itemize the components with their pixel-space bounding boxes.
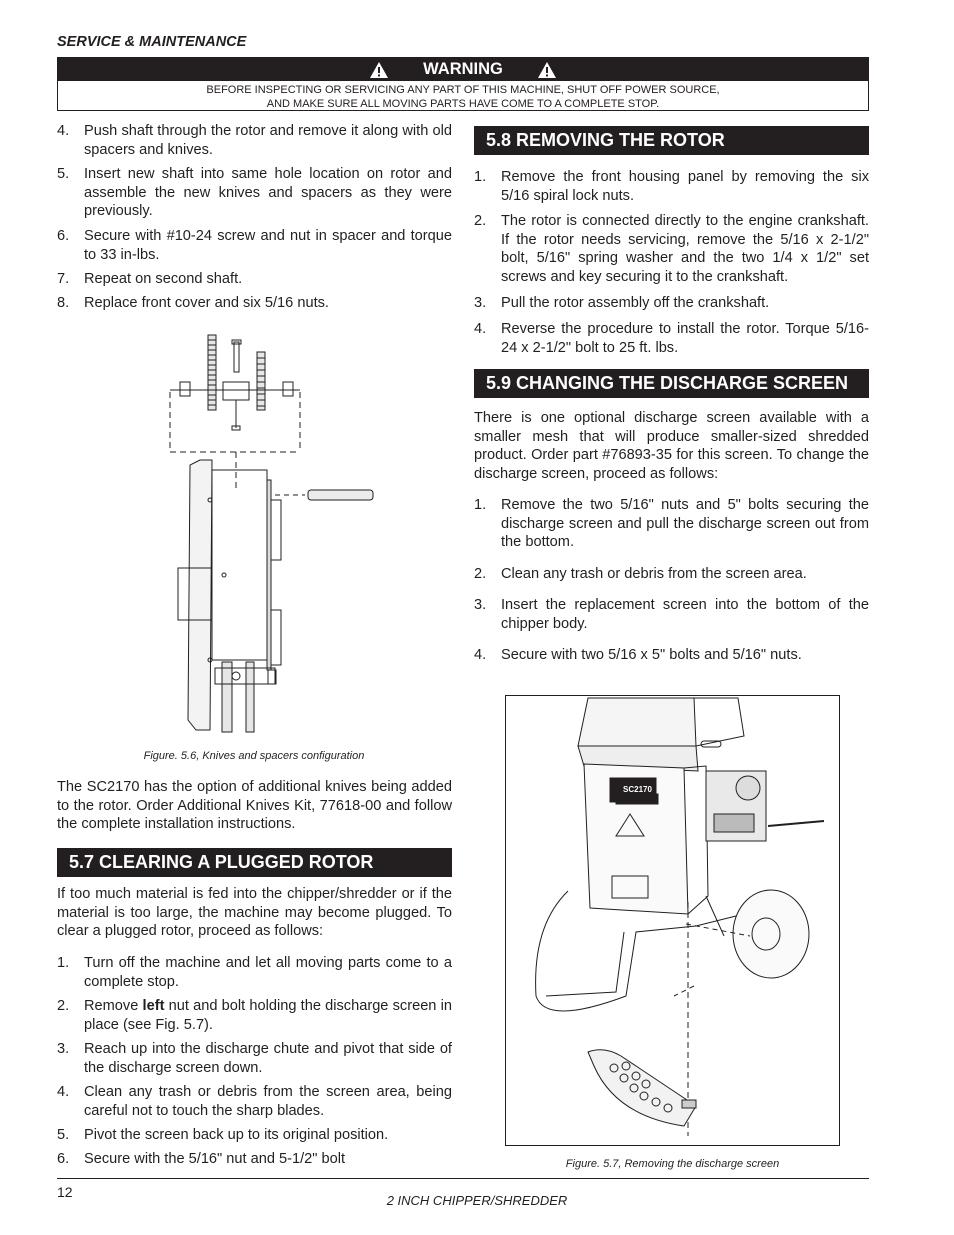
warning-header [58,58,868,81]
list-item [57,997,452,1034]
list-text: Secure with two 5/16 x 5" bolts and 5/16" nuts. [501,647,802,663]
warning-text [58,81,868,111]
list-item [474,212,869,286]
list-text-part: nut and bolt holding the discharge screen in place (see Fig. 5.7). [84,998,452,1033]
list-number: 3. [57,1041,70,1057]
footer-divider [57,1178,869,1179]
list-item [474,496,869,552]
warning-triangle-icon [369,61,389,79]
list-text: Insert new shaft into same hole location on rotor and assemble the new knives and spacers as they were previously. [84,166,452,220]
list-number: 1. [474,497,487,513]
list-number: 3. [474,597,487,613]
list-number: 2. [474,213,487,229]
list-item [474,294,869,313]
list-text: Turn off the machine and let all moving parts come to a complete stop. [84,955,452,990]
figure-caption: Figure. 5.6, Knives and spacers configuration [143,750,365,762]
list-item [474,320,869,357]
list-number: 8. [57,295,70,311]
warning-triangle-icon [537,61,557,79]
list-item [57,1040,452,1077]
list-text-bold: left [142,998,165,1014]
list-number: 1. [57,955,70,971]
list-number: 4. [57,1084,70,1100]
list-number: 4. [474,647,487,663]
page-number: 12 [57,1184,73,1200]
list-text: Insert the replacement screen into the bottom of the chipper body. [501,597,869,632]
sc2170-label: SC2170 [623,785,652,794]
list-text: Secure with the 5/16" nut and 5-1/2" bolt [84,1151,346,1167]
list-item [57,954,452,991]
list-text [84,997,452,1034]
list-item [57,1083,452,1120]
section-header: SERVICE & MAINTENANCE [57,34,247,50]
list-text: The rotor is connected directly to the engine crankshaft. If the rotor needs servicing, remove the 5/16 x 2-1/2" bolt, 5/16" spring washer and the two 1/4 x 1/2" set screws and key securing it to the crankshaft. [501,213,869,285]
list-item [57,227,452,264]
list-item [57,122,452,159]
list-text-part: Remove [84,998,143,1014]
list-text: Repeat on second shaft. [84,271,243,287]
warning-line: BEFORE INSPECTING OR SERVICING ANY PART OF THIS MACHINE, SHUT OFF POWER SOURCE, [206,84,720,96]
figure-57-frame [505,695,840,1146]
list-text: Push shaft through the rotor and remove it along with old spacers and knives. [84,123,452,158]
warning-box [57,57,869,111]
list-number: 4. [474,321,487,337]
list-text: Replace front cover and six 5/16 nuts. [84,295,329,311]
list-item [57,294,452,313]
list-item [57,165,452,221]
sc2170-paragraph: The SC2170 has the option of additional knives being added to the rotor. Order Additional Knives Kit, 77618-00 and follow the complete installation instructions. [57,779,452,833]
chipper-shredder-diagram [506,696,839,1145]
knives-spacers-diagram [160,330,390,740]
list-number: 5. [57,1127,70,1143]
figure-caption: Figure. 5.7, Removing the discharge screen [565,1158,780,1170]
warning-title: WARNING [423,60,503,78]
footer-title: 2 INCH CHIPPER/SHREDDER [386,1193,568,1208]
list-number: 6. [57,1151,70,1167]
list-number: 2. [474,566,487,582]
list-number: 4. [57,123,70,139]
list-number: 6. [57,228,70,244]
list-text: Secure with #10-24 screw and nut in spacer and torque to 33 in-lbs. [84,228,452,263]
list-number: 3. [474,295,487,311]
list-item [474,646,869,665]
list-text: Remove the two 5/16" nuts and 5" bolts securing the discharge screen and pull the discharge screen out from the bottom. [501,497,869,551]
list-item [474,168,869,205]
section-57-intro: If too much material is fed into the chipper/shredder or if the material is too large, the machine may become plugged. To clear a plugged rotor, proceed as follows: [57,886,452,940]
list-item [57,1150,452,1169]
section-59-intro: There is one optional discharge screen available with a smaller mesh that will produce smaller-sized shredded product. Order part #76893-35 for this screen. To change the discharge screen, proceed as follows: [474,410,869,482]
list-item [57,270,452,289]
list-item [474,565,869,584]
list-item [474,596,869,633]
section-57-heading: 5.7 CLEARING A PLUGGED ROTOR [57,848,452,877]
section-58-heading: 5.8 REMOVING THE ROTOR [474,126,869,155]
list-text: Reach up into the discharge chute and pivot that side of the discharge screen down. [84,1041,452,1076]
list-item [57,1126,452,1145]
list-text: Clean any trash or debris from the screen area, being careful not to touch the sharp blades. [84,1084,452,1119]
list-number: 2. [57,998,70,1014]
list-text: Remove the front housing panel by removing the six 5/16 spiral lock nuts. [501,169,869,204]
list-number: 1. [474,169,487,185]
list-number: 5. [57,166,70,182]
list-text: Clean any trash or debris from the screen area. [501,566,807,582]
warning-line: AND MAKE SURE ALL MOVING PARTS HAVE COME TO A COMPLETE STOP. [266,98,660,110]
list-text: Reverse the procedure to install the rotor. Torque 5/16-24 x 2-1/2" bolt to 25 ft. lbs. [501,321,869,356]
list-text: Pull the rotor assembly off the crankshaft. [501,295,770,311]
list-text: Pivot the screen back up to its original position. [84,1127,389,1143]
section-59-heading: 5.9 CHANGING THE DISCHARGE SCREEN [474,369,869,398]
list-number: 7. [57,271,70,287]
